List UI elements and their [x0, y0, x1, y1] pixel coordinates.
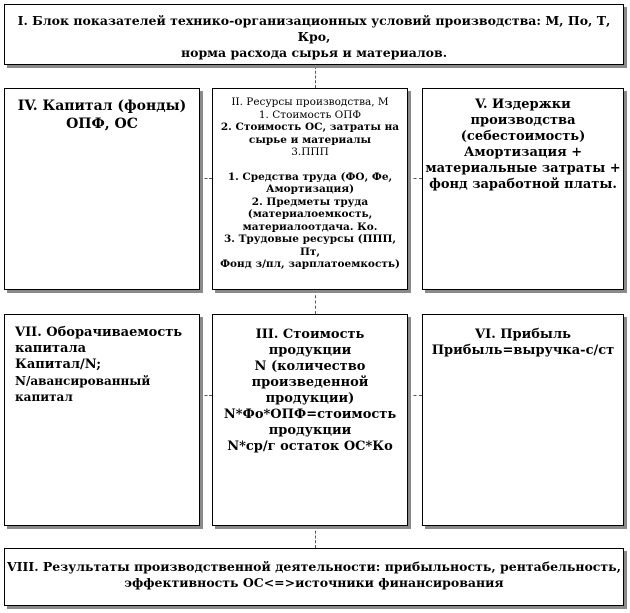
box5-line: фонд заработной платы. [429, 177, 617, 192]
box2-line: Амортизация) [265, 183, 355, 195]
box3-line: III. Стоимость продукции [255, 327, 365, 358]
box3-line: произведенной продукции) [251, 375, 369, 406]
box-production-results [4, 548, 624, 606]
box3-line: N*Фо*ОПФ=стоимость [223, 407, 397, 422]
connector-3-6 [408, 395, 422, 396]
connector-3-8 [315, 526, 316, 548]
box5-line: V. Издержки [475, 97, 571, 112]
box-production-costs [422, 88, 624, 290]
box5-line: материальные затраты + [425, 161, 621, 176]
box2-line: сырье и материалы [248, 133, 372, 146]
box2-line: 3.ППП [291, 146, 329, 158]
box7-line: N/авансированный капитал [15, 374, 151, 404]
box2-line: 2. Предметы труда [251, 195, 369, 208]
box3-line: продукции [268, 423, 352, 438]
box1-line2: норма расхода сырья и материалов. [180, 45, 448, 60]
connector-4-2 [200, 178, 212, 179]
box4-line1: IV. Капитал (фонды) [17, 98, 187, 114]
box-profit [422, 314, 624, 526]
box2-line: II. Ресурсы производства, М [231, 96, 389, 108]
box2-line: 1. Средства труда (ФО, Фе, [227, 170, 393, 183]
box7-line: капитала [15, 341, 87, 356]
box-capital-funds [4, 88, 200, 290]
box-technical-organizational-conditions [4, 4, 624, 65]
box8-line2: эффективность ОС<=>источники финансирования [124, 575, 504, 590]
box7-line: VII. Оборачиваемость [15, 325, 183, 340]
box1-line1: I. Блок показателей технико-организационных условий производства: М, По, Т, Кро, [17, 13, 611, 44]
connector-1-2 [315, 66, 316, 88]
box8-line1: VIII. Результаты производственной деятельности: прибыльность, рентабельность, [6, 559, 622, 574]
box5-line: Амортизация + [463, 145, 583, 160]
box4-line2: ОПФ, ОС [66, 116, 138, 132]
connector-7-3 [200, 395, 212, 396]
box2-line: (материалоемкость, [247, 208, 373, 220]
box6-line: Прибыль=выручка-с/ст [431, 343, 615, 358]
box2-line: 2. Стоимость ОС, затраты на [220, 121, 400, 133]
box3-line: N*ср/г остаток ОС*Ко [227, 439, 393, 454]
box-production-resources [212, 88, 408, 290]
connector-2-5 [408, 178, 422, 179]
box2-line: материалоотдача. Ко. [242, 220, 378, 233]
box2-line: 3. Трудовые ресурсы (ППП, Пт, [223, 233, 397, 258]
box2-line [213, 159, 407, 171]
box5-line: производства [470, 113, 576, 128]
box-capital-turnover [4, 314, 200, 526]
connector-2-3 [315, 290, 316, 314]
box2-line: 1. Стоимость ОПФ [258, 108, 362, 121]
box7-line: Капитал/N; [15, 357, 102, 372]
box6-line: VI. Прибыль [475, 327, 571, 342]
box2-line: Фонд з/пл, зарплатоемкость) [220, 258, 400, 270]
box-product-value [212, 314, 408, 526]
box3-line: N (количество [254, 359, 366, 374]
box5-line: (себестоимость) [460, 129, 586, 144]
